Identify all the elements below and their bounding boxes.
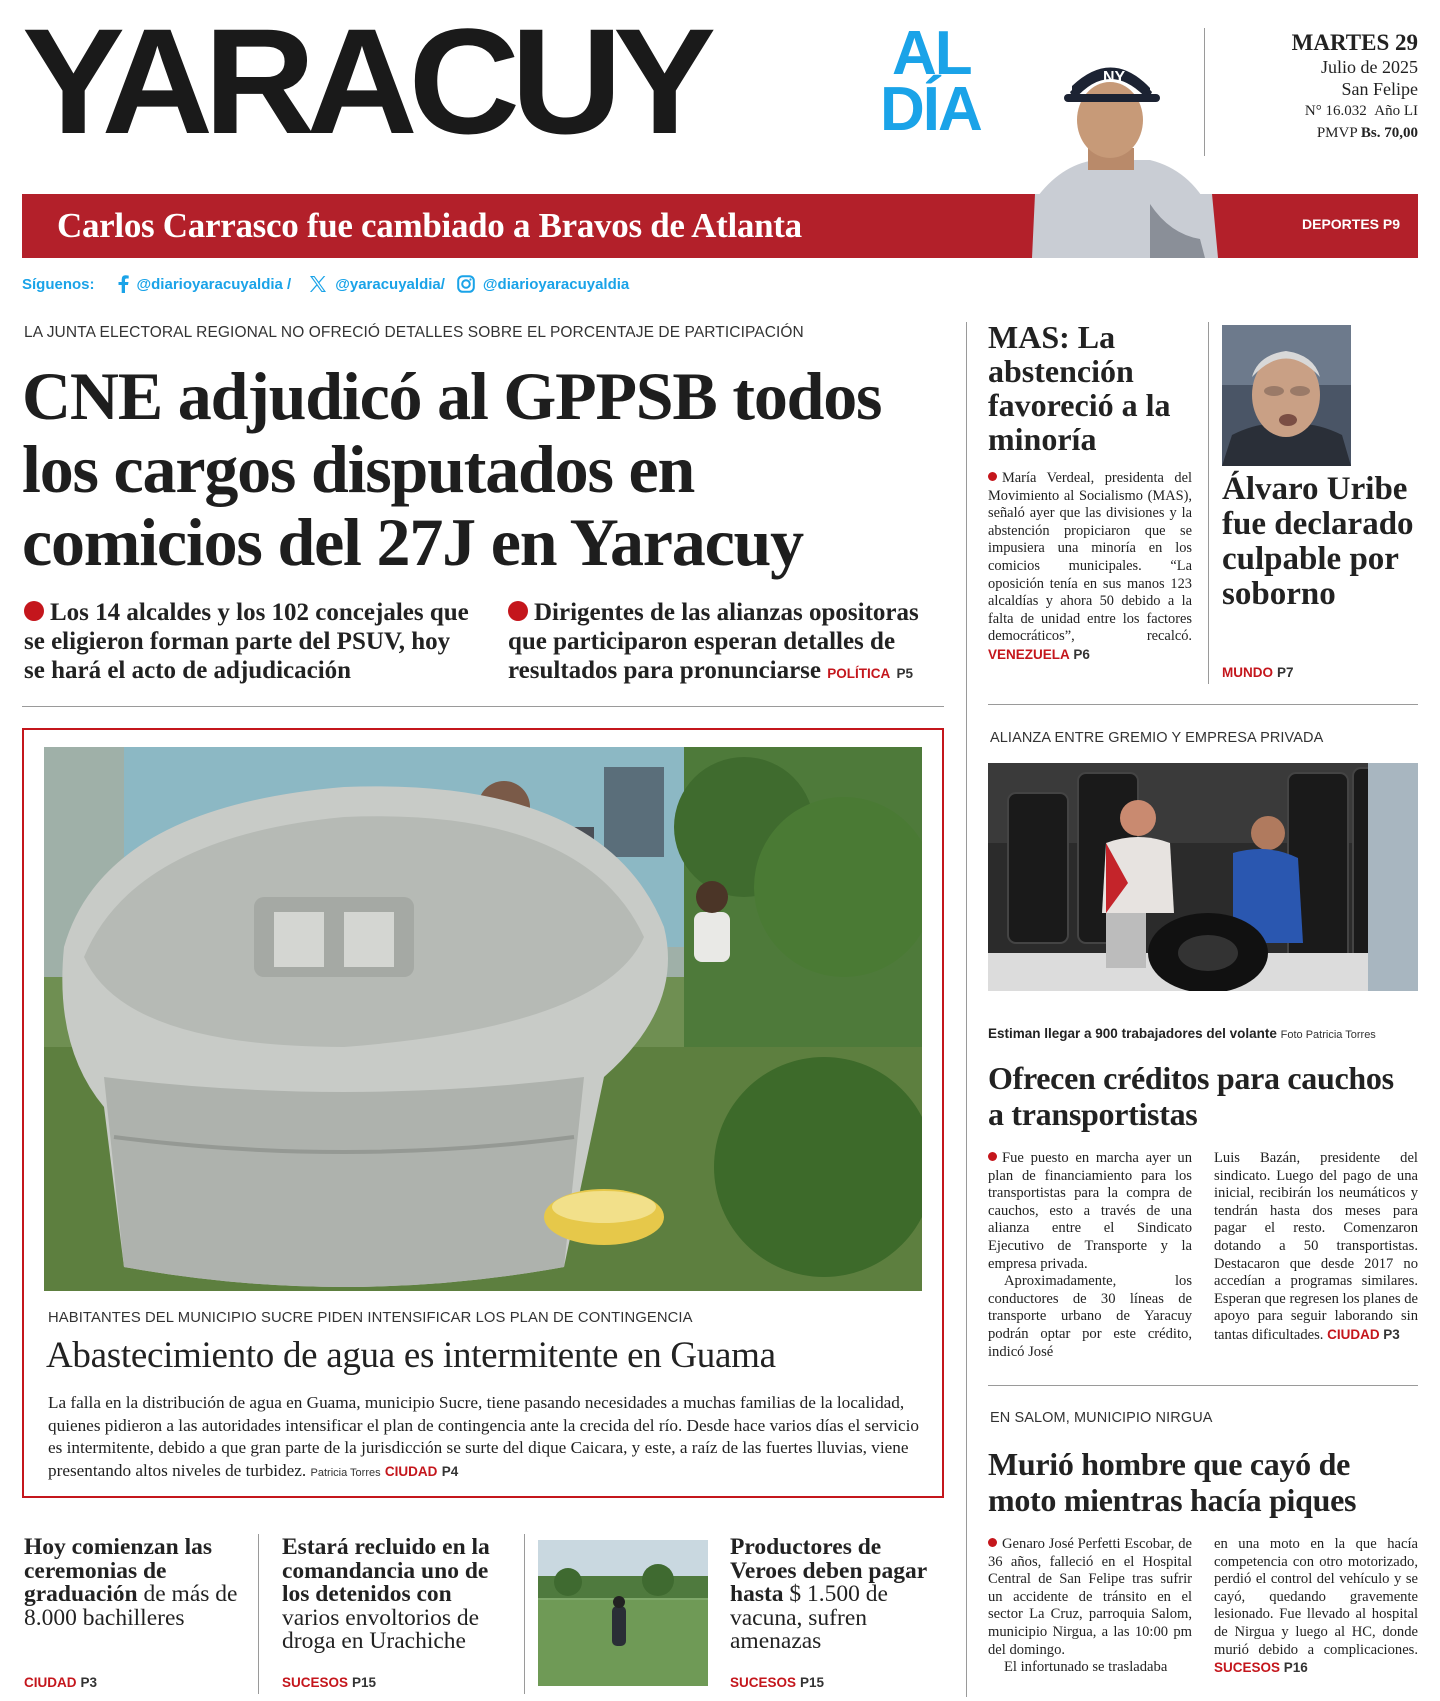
issue-number: N° 16.032 bbox=[1304, 103, 1367, 119]
moto-section[interactable]: SUCESOS bbox=[1214, 1660, 1281, 1676]
water-body-text: La falla en la distribución de agua en Guama, municipio Sucre, tiene pasando necesidades a muchas familias de la localidad, quienes pidieron a las autoridades intensificar el plan de contingencia ante la crecida del río. Desde hace varios días el servicio es intermitente, debido a que gran parte de la jurisdicción se surte del dique Caicara, y este, a raíz de las fuertes lluvias, viene presentando altos niveles de turbidez. bbox=[48, 1393, 919, 1480]
price-value: Bs. 70,00 bbox=[1360, 125, 1418, 141]
main-column-divider bbox=[966, 322, 967, 1697]
lead-headline-line-3: comicios del 27J en Yaracuy bbox=[22, 504, 803, 580]
teaser-3-bold: Productores de Veroes deben pagar hasta bbox=[730, 1534, 927, 1607]
water-tank-photo bbox=[44, 747, 922, 1291]
price-line bbox=[1218, 122, 1418, 144]
right-rule-2 bbox=[988, 1385, 1418, 1386]
moto-body-left-1: Genaro José Perfetti Escobar, de 36 años, falleció en el Hospital Central de San Felipe tras sufrir un accidente de tránsito en el sector La Cruz, parroquia Salom, municipio Nirgua, a las 10:00 pm del domingo. bbox=[988, 1536, 1192, 1658]
water-page: P4 bbox=[441, 1463, 459, 1479]
moto-body-right-text: en una moto en la que hacía competencia con otro motorizado, perdió el control del vehículo y se cayó, quedando gravemente lesionado. Fue llevado al hospital de Nirgua y luego al HC, donde murió debido a complicaciones. bbox=[1214, 1536, 1418, 1658]
uribe-page: P7 bbox=[1277, 665, 1294, 680]
lead-bullet-right bbox=[508, 598, 954, 688]
sports-banner-headline[interactable]: Carlos Carrasco fue cambiado a Bravos de Atlanta bbox=[57, 206, 802, 245]
moto-headline[interactable]: Murió hombre que cayó de moto mientras hacía piques bbox=[988, 1446, 1357, 1518]
social-label: Síguenos: bbox=[22, 275, 95, 293]
bottom-divider-2 bbox=[524, 1534, 525, 1694]
tires-body-left-1: Fue puesto en marcha ayer un plan de financiamiento para los transportistas para la compra de cauchos, esto a través de una alianza entre el Sindicato Ejecutivo de Transporte y la empresa privada. bbox=[988, 1150, 1192, 1272]
teaser-1-rest: de más de 8.000 bachilleres bbox=[24, 1581, 238, 1631]
masthead-tag-dia: DÍA bbox=[880, 75, 981, 144]
mas-body-text: María Verdeal, presidenta del Movimiento al Socialismo (MAS), señaló ayer que las divisiones y la abstención propiciaron que se impusiera una minoría en los comicios municipales. “La oposición tenía en sus manos 123 alcaldías y ahora 50 debido a la falta de unidad entre los factores democráticos”, recalcó. bbox=[988, 470, 1192, 645]
right-rule-1 bbox=[988, 704, 1418, 705]
teaser-1-bold: Hoy comienzan las ceremonias de graduación bbox=[24, 1534, 212, 1607]
tires-body-left-2: Aproximadamente, los conductores de 30 líneas de transporte urbano de Yaracuy podrán optar por este crédito, indicó José bbox=[988, 1273, 1192, 1360]
bottom-divider-1 bbox=[258, 1534, 259, 1694]
mas-section[interactable]: VENEZUELA bbox=[988, 646, 1070, 662]
instagram-handle[interactable]: @diarioyaracuyaldia bbox=[482, 275, 630, 293]
mas-headline[interactable]: MAS: La abstención favoreció a la minoría bbox=[988, 319, 1171, 457]
teaser-1-ref bbox=[24, 1674, 97, 1692]
moto-body-left bbox=[988, 1536, 1192, 1677]
tires-photo bbox=[988, 763, 1418, 991]
bullet-dot bbox=[988, 472, 997, 481]
bullet-dot bbox=[988, 1152, 997, 1161]
masthead-tag-al: AL bbox=[892, 19, 971, 88]
lead-headline[interactable] bbox=[22, 360, 962, 579]
veroes-photo bbox=[538, 1540, 708, 1686]
lead-kicker: LA JUNTA ELECTORAL REGIONAL NO OFRECIÓ DETALLES SOBRE EL PORCENTAJE DE PARTICIPACIÓN bbox=[24, 324, 804, 341]
player-photo-overlap bbox=[1000, 194, 1230, 258]
teaser-3-section[interactable]: SUCESOS bbox=[730, 1675, 797, 1690]
lead-section[interactable]: POLÍTICA bbox=[827, 666, 891, 681]
water-headline[interactable]: Abastecimiento de agua es intermitente en Guama bbox=[46, 1335, 776, 1376]
lead-bottom-rule bbox=[22, 706, 944, 707]
lead-page: P5 bbox=[896, 666, 914, 681]
lead-bullet-right-text: Dirigentes de las alianzas opositoras que participaron esperan detalles de resultados para pronunciarse bbox=[508, 599, 919, 684]
tires-caption: Estiman llegar a 900 trabajadores del volante bbox=[988, 1026, 1277, 1041]
bullet-dot bbox=[508, 601, 528, 621]
moto-page: P16 bbox=[1283, 1660, 1308, 1676]
mas-page: P6 bbox=[1073, 646, 1090, 662]
uribe-photo bbox=[1222, 325, 1351, 466]
tires-body-left bbox=[988, 1150, 1192, 1361]
tires-body-right bbox=[1214, 1150, 1418, 1345]
teaser-3-rest: $ 1.500 de vacuna, sufren amenazas bbox=[730, 1581, 888, 1654]
bottom-teaser-3[interactable] bbox=[730, 1536, 940, 1654]
lead-headline-line-2: los cargos disputados en bbox=[22, 431, 695, 507]
masthead-divider bbox=[1204, 28, 1205, 156]
lead-bullet-left-text: Los 14 alcaldes y los 102 concejales que se eligieron forman parte del PSUV, hoy se hará el acto de adjudicación bbox=[24, 599, 469, 684]
tires-headline[interactable]: Ofrecen créditos para cauchos a transportistas bbox=[988, 1060, 1394, 1132]
svg-text:NY: NY bbox=[1103, 69, 1126, 86]
moto-body-left-2: El infortunado se trasladaba bbox=[1004, 1659, 1168, 1676]
instagram-icon[interactable] bbox=[457, 275, 477, 293]
right-column-divider bbox=[1208, 322, 1209, 684]
teaser-1-page: P3 bbox=[80, 1675, 98, 1690]
uribe-section[interactable]: MUNDO bbox=[1222, 665, 1273, 680]
water-credit: Patricia Torres bbox=[310, 1466, 381, 1479]
x-icon[interactable] bbox=[309, 275, 329, 293]
masthead-logo bbox=[22, 0, 822, 165]
masthead-name: YARACUY bbox=[22, 0, 707, 165]
teaser-2-section[interactable]: SUCESOS bbox=[282, 1675, 349, 1690]
teaser-3-page: P15 bbox=[800, 1675, 825, 1690]
bottom-teaser-2[interactable] bbox=[282, 1536, 502, 1654]
teaser-2-bold: Estará recluido en la comandancia uno de los detenidos con bbox=[282, 1534, 490, 1607]
mas-body bbox=[988, 470, 1192, 665]
moto-body-right bbox=[1214, 1536, 1418, 1678]
tires-kicker: ALIANZA ENTRE GREMIO Y EMPRESA PRIVADA bbox=[990, 730, 1324, 746]
sports-banner-section[interactable]: DEPORTES P9 bbox=[1302, 216, 1401, 232]
issue-number-line bbox=[1218, 100, 1418, 122]
tires-section[interactable]: CIUDAD bbox=[1327, 1326, 1380, 1342]
lead-bullet-left bbox=[24, 598, 474, 685]
teaser-3-ref bbox=[730, 1674, 824, 1692]
bullet-dot bbox=[988, 1538, 997, 1547]
masthead-info bbox=[1218, 30, 1418, 144]
issue-month: Julio de 2025 bbox=[1321, 57, 1418, 77]
issue-year: Año LI bbox=[1374, 103, 1418, 119]
facebook-handle[interactable]: @diarioyaracuyaldia / bbox=[136, 275, 292, 293]
price-label: PMVP bbox=[1316, 125, 1358, 141]
tires-body-right-text: Luis Bazán, presidente del sindicato. Luego del pago de una inicial, recibirán los neumáticos y tendrán hasta dos meses para pagar el resto. Comenzaron dotando a 50 transportistas. Destacaron que desde 2017 no accedían a programas similares. Esperan que regresen los planes de apoyo para seguir laborando sin tantas dificultades. bbox=[1214, 1150, 1418, 1343]
teaser-1-section[interactable]: CIUDAD bbox=[24, 1675, 77, 1690]
tires-photo-credit: Foto Patricia Torres bbox=[1280, 1029, 1376, 1041]
bullet-dot bbox=[24, 601, 44, 621]
tires-caption-line bbox=[988, 1026, 1418, 1041]
bottom-teaser-1[interactable] bbox=[24, 1536, 254, 1630]
uribe-ref bbox=[1222, 664, 1294, 682]
teaser-2-page: P15 bbox=[352, 1675, 377, 1690]
issue-city: San Felipe bbox=[1341, 79, 1418, 99]
social-row bbox=[22, 272, 629, 296]
issue-day: MARTES 29 bbox=[1291, 30, 1418, 55]
water-kicker: HABITANTES DEL MUNICIPIO SUCRE PIDEN INTENSIFICAR LOS PLAN DE CONTINGENCIA bbox=[48, 1310, 693, 1326]
x-handle[interactable]: @yaracuyaldia/ bbox=[335, 275, 445, 293]
water-section[interactable]: CIUDAD bbox=[384, 1463, 438, 1479]
uribe-headline[interactable]: Álvaro Uribe fue declarado culpable por soborno bbox=[1222, 471, 1414, 612]
facebook-icon[interactable] bbox=[117, 275, 131, 293]
moto-kicker: EN SALOM, MUNICIPIO NIRGUA bbox=[990, 1410, 1213, 1426]
tires-page: P3 bbox=[1383, 1326, 1400, 1342]
water-body bbox=[48, 1392, 920, 1484]
lead-headline-line-1: CNE adjudicó al GPPSB todos bbox=[22, 358, 882, 434]
teaser-2-ref bbox=[282, 1674, 376, 1692]
teaser-2-rest: varios envoltorios de droga en Urachiche bbox=[282, 1604, 480, 1654]
